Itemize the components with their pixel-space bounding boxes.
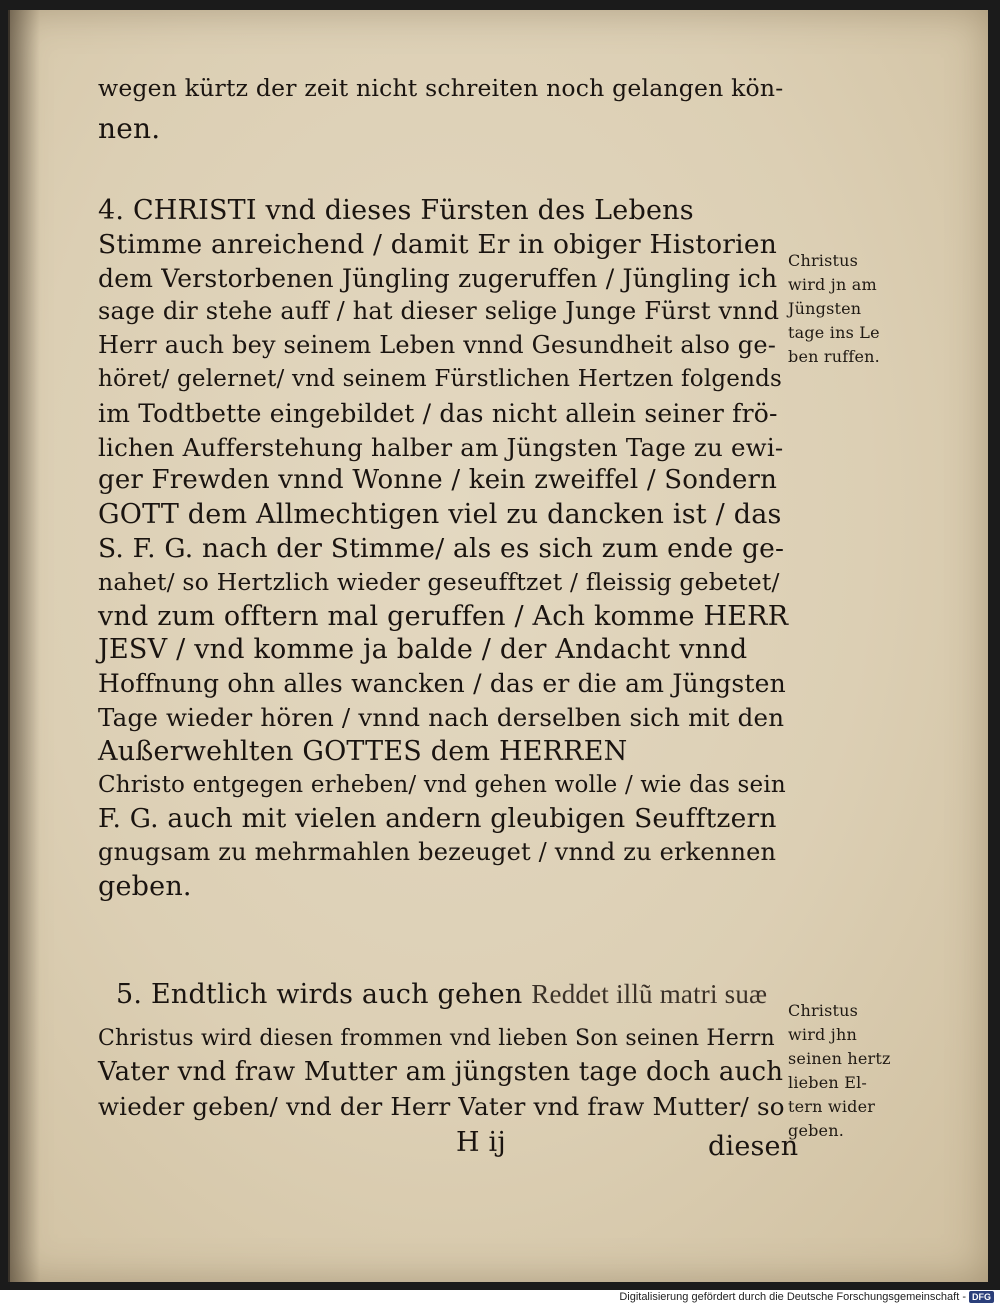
gloss-4-line-5: ben ruffen. bbox=[788, 347, 880, 366]
digitization-footer bbox=[619, 1291, 994, 1303]
paragraph-4-line-11: S. F. G. nach der Stimme/ als es sich zum ende ge- bbox=[98, 533, 785, 564]
paragraph-4-line-8: lichen Aufferstehung halber am Jüngsten Tage zu ewi- bbox=[98, 432, 784, 462]
paragraph-4-line-3: dem Verstorbenen Jüngling zugeruffen / Jüngling ich bbox=[98, 263, 778, 293]
paragraph-4-line-12: nahet/ so Hertzlich wieder geseufftzet / fleissig gebetet/ bbox=[98, 567, 780, 596]
gloss-4-line-2: wird jn am bbox=[788, 275, 877, 294]
paragraph-5-line-1 bbox=[116, 980, 767, 1009]
top-line-2: nen. bbox=[98, 112, 161, 145]
gloss-4-line-4: tage ins Le bbox=[788, 323, 880, 342]
paragraph-4-line-5: Herr auch bey seinem Leben vnnd Gesundheit also ge- bbox=[98, 331, 777, 360]
dfg-logo: DFG bbox=[969, 1291, 994, 1303]
paragraph-4-line-19: F. G. auch mit vielen andern gleubigen Seufftzern bbox=[98, 803, 777, 835]
paragraph-5-line-rest-1: Christus wird diesen frommen vnd lieben Son seinen Herrn bbox=[98, 1026, 775, 1051]
paragraph-4-line-1: 4. CHRISTI vnd dieses Fürsten des Lebens bbox=[98, 195, 694, 226]
paragraph-4-line-13: vnd zum offtern mal geruffen / Ach komme HERR bbox=[98, 600, 789, 632]
paragraph-4-line-2: Stimme anreichend / damit Er in obiger Historien bbox=[98, 228, 777, 260]
paragraph-4-line-10: GOTT dem Allmechtigen viel zu dancken ist / das bbox=[98, 499, 782, 531]
paragraph-4-line-20: gnugsam zu mehrmahlen bezeuget / vnnd zu erkennen bbox=[98, 838, 777, 867]
gloss-5-line-5: tern wider bbox=[788, 1097, 876, 1116]
spine-shadow bbox=[10, 10, 40, 1282]
latin-quote: Reddet illũ matri suæ bbox=[531, 979, 768, 1009]
top-line-1: wegen kürtz der zeit nicht schreiten noch gelangen kön- bbox=[98, 74, 784, 102]
footer-credit: Digitalisierung gefördert durch die Deutsche Forschungsgemeinschaft - bbox=[619, 1291, 966, 1303]
paragraph-4-line-18: Christo entgegen erheben/ vnd gehen wolle / wie das sein bbox=[98, 771, 786, 798]
book-page bbox=[8, 10, 988, 1282]
paragraph-4-line-7: im Todtbette eingebildet / das nicht allein seiner frö- bbox=[98, 398, 778, 428]
gloss-5-line-3: seinen hertz bbox=[788, 1049, 891, 1068]
paragraph-5-opening: 5. Endtlich wirds auch gehen bbox=[116, 979, 523, 1010]
gloss-5-line-6: geben. bbox=[788, 1121, 845, 1140]
paragraph-4-line-9: ger Frewden vnnd Wonne / kein zweiffel / Sondern bbox=[98, 465, 778, 496]
paragraph-4-line-21: geben. bbox=[98, 871, 192, 902]
paragraph-5-line-rest-3: wieder geben/ vnd der Herr Vater vnd fraw Mutter/ so bbox=[98, 1092, 785, 1121]
signature-mark: H ij bbox=[456, 1127, 506, 1158]
gloss-4-line-1: Christus bbox=[788, 251, 859, 270]
gloss-5-line-4: lieben El- bbox=[788, 1073, 868, 1092]
gloss-5-line-2: wird jhn bbox=[788, 1025, 857, 1044]
gloss-4-line-3: Jüngsten bbox=[788, 299, 862, 318]
paragraph-5-line-rest-2: Vater vnd fraw Mutter am jüngsten tage doch auch bbox=[98, 1057, 784, 1087]
paragraph-4-line-14: JESV / vnd komme ja balde / der Andacht vnnd bbox=[98, 634, 748, 666]
paragraph-4-line-17: Außerwehlten GOTTES dem HERREN bbox=[98, 735, 628, 767]
catchword: diesen bbox=[708, 1131, 799, 1162]
gloss-5-line-1: Christus bbox=[788, 1001, 859, 1020]
paragraph-4-line-6: höret/ gelernet/ vnd seinem Fürstlichen Hertzen folgends bbox=[98, 366, 783, 392]
paragraph-4-line-4: sage dir stehe auff / hat dieser selige Junge Fürst vnnd bbox=[98, 297, 780, 326]
paragraph-4-line-16: Tage wieder hören / vnnd nach derselben sich mit den bbox=[98, 703, 785, 732]
paragraph-4-line-15: Hoffnung ohn alles wancken / das er die am Jüngsten bbox=[98, 669, 786, 699]
